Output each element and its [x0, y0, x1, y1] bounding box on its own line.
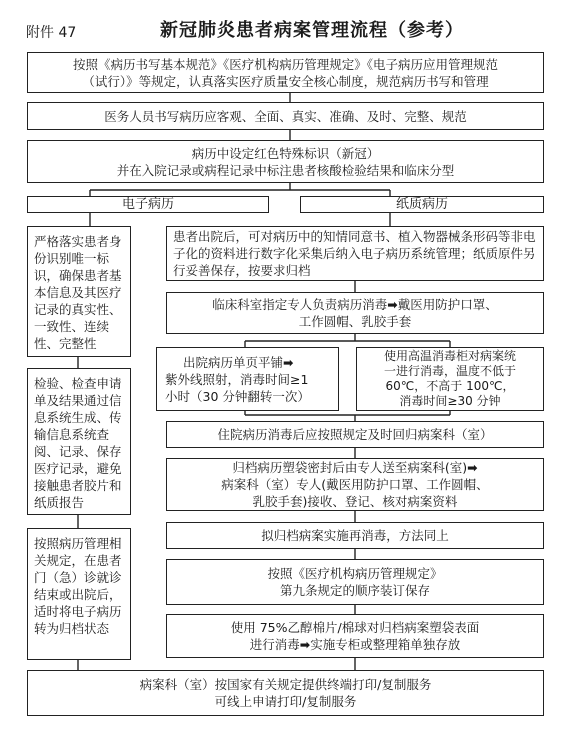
arrow-icon: ➡: [387, 297, 398, 312]
box-alcohol-disinfection: [166, 614, 544, 658]
box-binding-order-line2: 第九条规定的顺序装订保存: [279, 583, 430, 598]
box-paper-record: [300, 196, 544, 213]
box-exam-reports: [27, 368, 131, 515]
box-return-records-text: 住院病历消毒后应按照规定及时回归病案科（室）: [217, 427, 493, 442]
box-regulations-line1: 按照《病历书写基本规范》《医疗机构病历管理规定》《电子病历应用管理规范: [72, 56, 498, 72]
box-electronic-record-text: 电子病历: [121, 197, 174, 212]
box-alcohol-disinfection-line1: 使用 75%乙醇棉片/棉球对归档病案塑袋表面: [230, 620, 480, 635]
box-disinfection-staff: [166, 292, 544, 334]
box-red-marking: [27, 140, 544, 183]
box-electronic-record: [27, 196, 269, 213]
box-alcohol-disinfection-line2a: 进行消毒: [249, 637, 300, 652]
box-heat-disinfection-line1: 使用高温消毒柜对病案统: [383, 349, 516, 363]
box-binding-order: [166, 559, 544, 605]
box-exam-reports-text: 检验、检查申请单及结果通过信息系统生成、传输信息系统查阅、记录、保存医疗记录，避免接触患者胶片和纸质报告: [34, 376, 122, 510]
box-archive-delivery-line3: 乳胶手套)接收、登记、核对病案资料: [252, 494, 458, 509]
box-archive-delivery: [166, 458, 544, 511]
box-disinfection-staff-line2: 工作圆帽、乳胶手套: [298, 314, 412, 329]
box-writing-requirements: [27, 102, 544, 130]
arrow-icon: ➡: [299, 637, 311, 652]
box-identity-check-text: 严格落实患者身份识别唯一标识，确保患者基本信息及其医疗记录的真实性、一致性、连续性、完整性: [34, 234, 122, 351]
box-identity-check: [27, 226, 131, 357]
box-heat-disinfection: [356, 347, 544, 411]
box-heat-disinfection-line4: 消毒时间≥30 分钟: [399, 394, 501, 408]
box-writing-requirements-text: 医务人员书写病历应客观、全面、真实、准确、及时、完整、规范: [104, 108, 467, 124]
box-red-marking-line2: 并在入院记录或病程记录中标注患者核酸检验结果和临床分型: [116, 162, 455, 178]
box-uv-disinfection-line3: 小时（30 分钟翻转一次）: [165, 388, 310, 404]
box-red-marking-line1: 病历中设定红色特殊标识（新冠）: [191, 145, 380, 161]
page-title: 新冠肺炎患者病案管理流程（参考）: [160, 20, 464, 41]
box-re-disinfection-text: 拟归档病案实施再消毒，方法同上: [261, 528, 449, 543]
box-binding-order-line1: 按照《医疗机构病历管理规定》: [267, 566, 443, 581]
box-alcohol-disinfection-line2b: 实施专柜或整理箱单独存放: [310, 637, 461, 652]
arrow-icon: ➡: [467, 460, 478, 475]
box-archive-status-text: 按照病历管理相关规定，在患者门（急）诊就诊结束或出院后，适时将电子病历转为归档状态: [34, 536, 122, 636]
box-print-copy-line2: 可线上申请打印/复制服务: [214, 694, 357, 709]
box-regulations: [27, 52, 544, 93]
box-heat-disinfection-line3: 60℃，不高于 100℃，: [385, 379, 515, 393]
box-return-records: [166, 421, 544, 448]
box-re-disinfection: [166, 522, 544, 549]
box-disinfection-staff-line1b: 戴医用防护口罩、: [397, 297, 498, 312]
box-digitization-text: 患者出院后，可对病历中的知情同意书、植入物器械条形码等非电子化的资料进行数字化采集后纳入电子病历系统管理；纸质原件另行妥善保存，按要求归档: [173, 229, 536, 278]
box-print-copy-service: [27, 670, 544, 716]
box-uv-disinfection: [156, 347, 339, 411]
annex-label: 附件 47: [26, 25, 77, 41]
box-archive-delivery-line2: 病案科（室）专人(戴医用防护口罩、工作圆帽、: [221, 477, 489, 492]
box-regulations-line2: （试行）》等规定，认真落实医疗质量安全核心制度，规范病历书写和管理: [82, 73, 489, 89]
box-disinfection-staff-line1: 临床科室指定专人负责病历消毒: [212, 297, 388, 312]
box-uv-disinfection-line2: 紫外线照射，消毒时间≥1: [165, 371, 309, 387]
box-archive-delivery-line1: 归档病历塑袋密封后由专人送至病案科(室): [232, 460, 468, 475]
box-uv-disinfection-line1: 出院病历单页平铺: [183, 354, 284, 370]
box-paper-record-text: 纸质病历: [395, 197, 448, 212]
box-digitization: [166, 226, 544, 281]
box-heat-disinfection-line2: 一进行消毒，温度不低于: [383, 364, 516, 378]
arrow-icon: ➡: [283, 354, 294, 370]
box-archive-status: [27, 528, 131, 660]
box-print-copy-line1: 病案科（室）按国家有关规定提供终端打印/复制服务: [139, 677, 432, 692]
